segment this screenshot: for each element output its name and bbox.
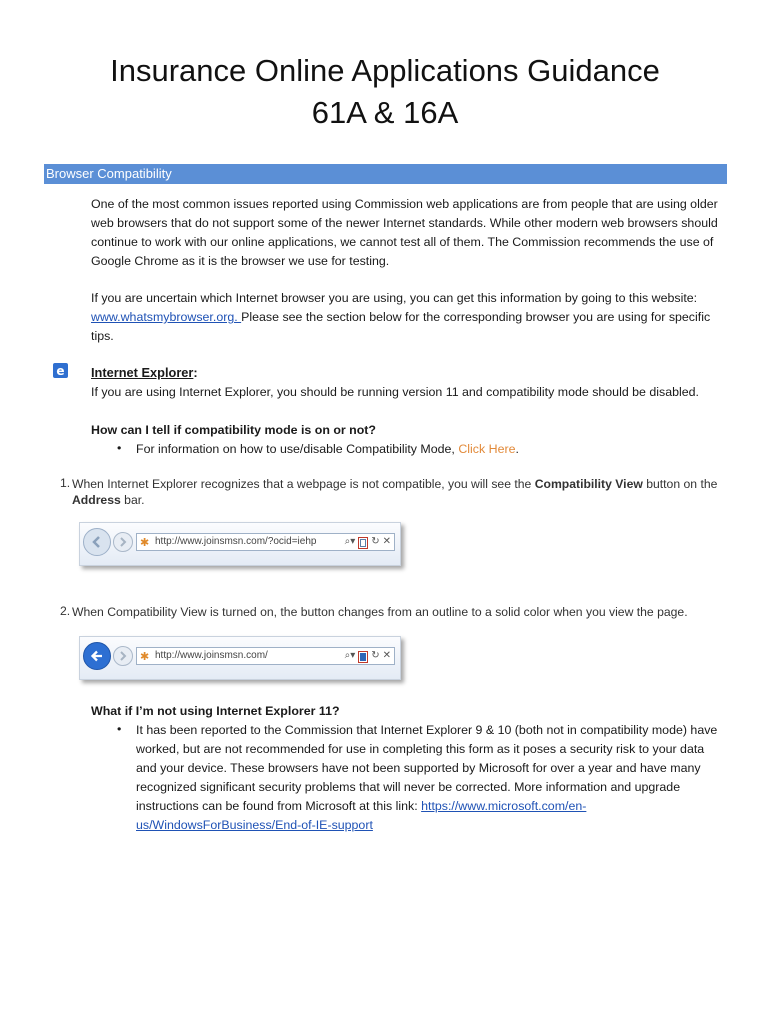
- favicon-icon: ✱: [140, 537, 150, 549]
- svg-text:e: e: [56, 364, 65, 378]
- bullet-icon: •: [117, 722, 122, 736]
- step-2-text: When Compatibility View is turned on, the button changes from an outline to a solid color when you view the page.: [72, 605, 688, 619]
- section-header-browser-compatibility: Browser Compatibility: [44, 164, 727, 184]
- forward-arrow-icon: [113, 532, 133, 552]
- compat-question: How can I tell if compatibility mode is on or not?: [91, 423, 377, 437]
- whatsmybrowser-link[interactable]: www.whatsmybrowser.org.: [91, 310, 242, 324]
- step-2-number: 2.: [60, 604, 71, 618]
- title-line-2: 61A & 16A: [311, 95, 459, 130]
- address-tools: [345, 534, 391, 550]
- close-icon: ✕: [382, 536, 391, 547]
- address-tools: [345, 648, 391, 664]
- compat-bullet: For information on how to use/disable Compatibility Mode, Click Here.: [136, 442, 519, 456]
- ie-addressbar-screenshot-solid: [79, 636, 401, 680]
- address-bar: [136, 533, 395, 551]
- search-dropdown-icon: ⌕▾: [344, 650, 356, 661]
- address-url: http://www.joinsmsn.com/: [155, 650, 268, 661]
- click-here-link[interactable]: Click Here: [458, 442, 516, 456]
- compatibility-view-outline-icon: [358, 537, 368, 549]
- close-icon: ✕: [382, 650, 391, 661]
- compatibility-view-solid-icon: [358, 651, 368, 663]
- bullet-icon: •: [117, 441, 122, 455]
- browser-check-paragraph: [91, 289, 726, 346]
- browser-check-text: If you are uncertain which Internet browser you are using, you can get this information by going to this website:: [91, 291, 698, 305]
- refresh-icon: ↻: [371, 536, 380, 547]
- intro-paragraph: One of the most common issues reported using Commission web applications are from people that are using older web browsers that do not support some of the newer Internet standards. While other modern web browsers should continue to work with our online applications, we cannot test all of them. The Commission recommends the use of Google Chrome as it is the browser we use for testing.: [91, 197, 718, 268]
- page-title: [0, 50, 770, 134]
- back-arrow-icon: [83, 642, 111, 670]
- not-ie11-bullet: It has been reported to the Commission that Internet Explorer 9 & 10 (both not in compatibility mode) have worked, but are not recommended for use in completing this form as it poses a security risk to your data and your device. These browsers have not been supported by Microsoft for over a year and have many recognized significant security problems that will never be corrected. More information and upgrade instructions can be found from Microsoft at this link: https://www.microsoft.com/en-us/WindowsForBusiness/End-of-IE-support: [136, 723, 718, 832]
- back-arrow-icon: [83, 528, 111, 556]
- search-dropdown-icon: ⌕▾: [344, 536, 356, 547]
- address-url: http://www.joinsmsn.com/?ocid=iehp: [155, 536, 317, 547]
- ie-logo-icon: [53, 363, 68, 378]
- favicon-icon: ✱: [140, 651, 150, 663]
- refresh-icon: ↻: [371, 650, 380, 661]
- ie-addressbar-screenshot-outline: [79, 522, 401, 566]
- browser-check-text-end: Please see the section below for the corresponding browser you are using for specific tips.: [91, 310, 711, 343]
- step-1-text: When Internet Explorer recognizes that a webpage is not compatible, you will see the Compatibility View button on the Address bar.: [72, 477, 718, 507]
- forward-arrow-icon: [113, 646, 133, 666]
- ie-description: If you are using Internet Explorer, you should be running version 11 and compatibility mode should be disabled.: [91, 385, 699, 399]
- title-line-1: Insurance Online Applications Guidance: [110, 53, 660, 88]
- address-bar: [136, 647, 395, 665]
- step-1-number: 1.: [60, 476, 71, 490]
- microsoft-end-of-ie-link[interactable]: https://www.microsoft.com/en-us/WindowsForBusiness/End-of-IE-support: [136, 799, 587, 832]
- not-ie11-question: What if I’m not using Internet Explorer 11?: [91, 704, 340, 718]
- ie-heading: Internet Explorer:: [91, 365, 198, 380]
